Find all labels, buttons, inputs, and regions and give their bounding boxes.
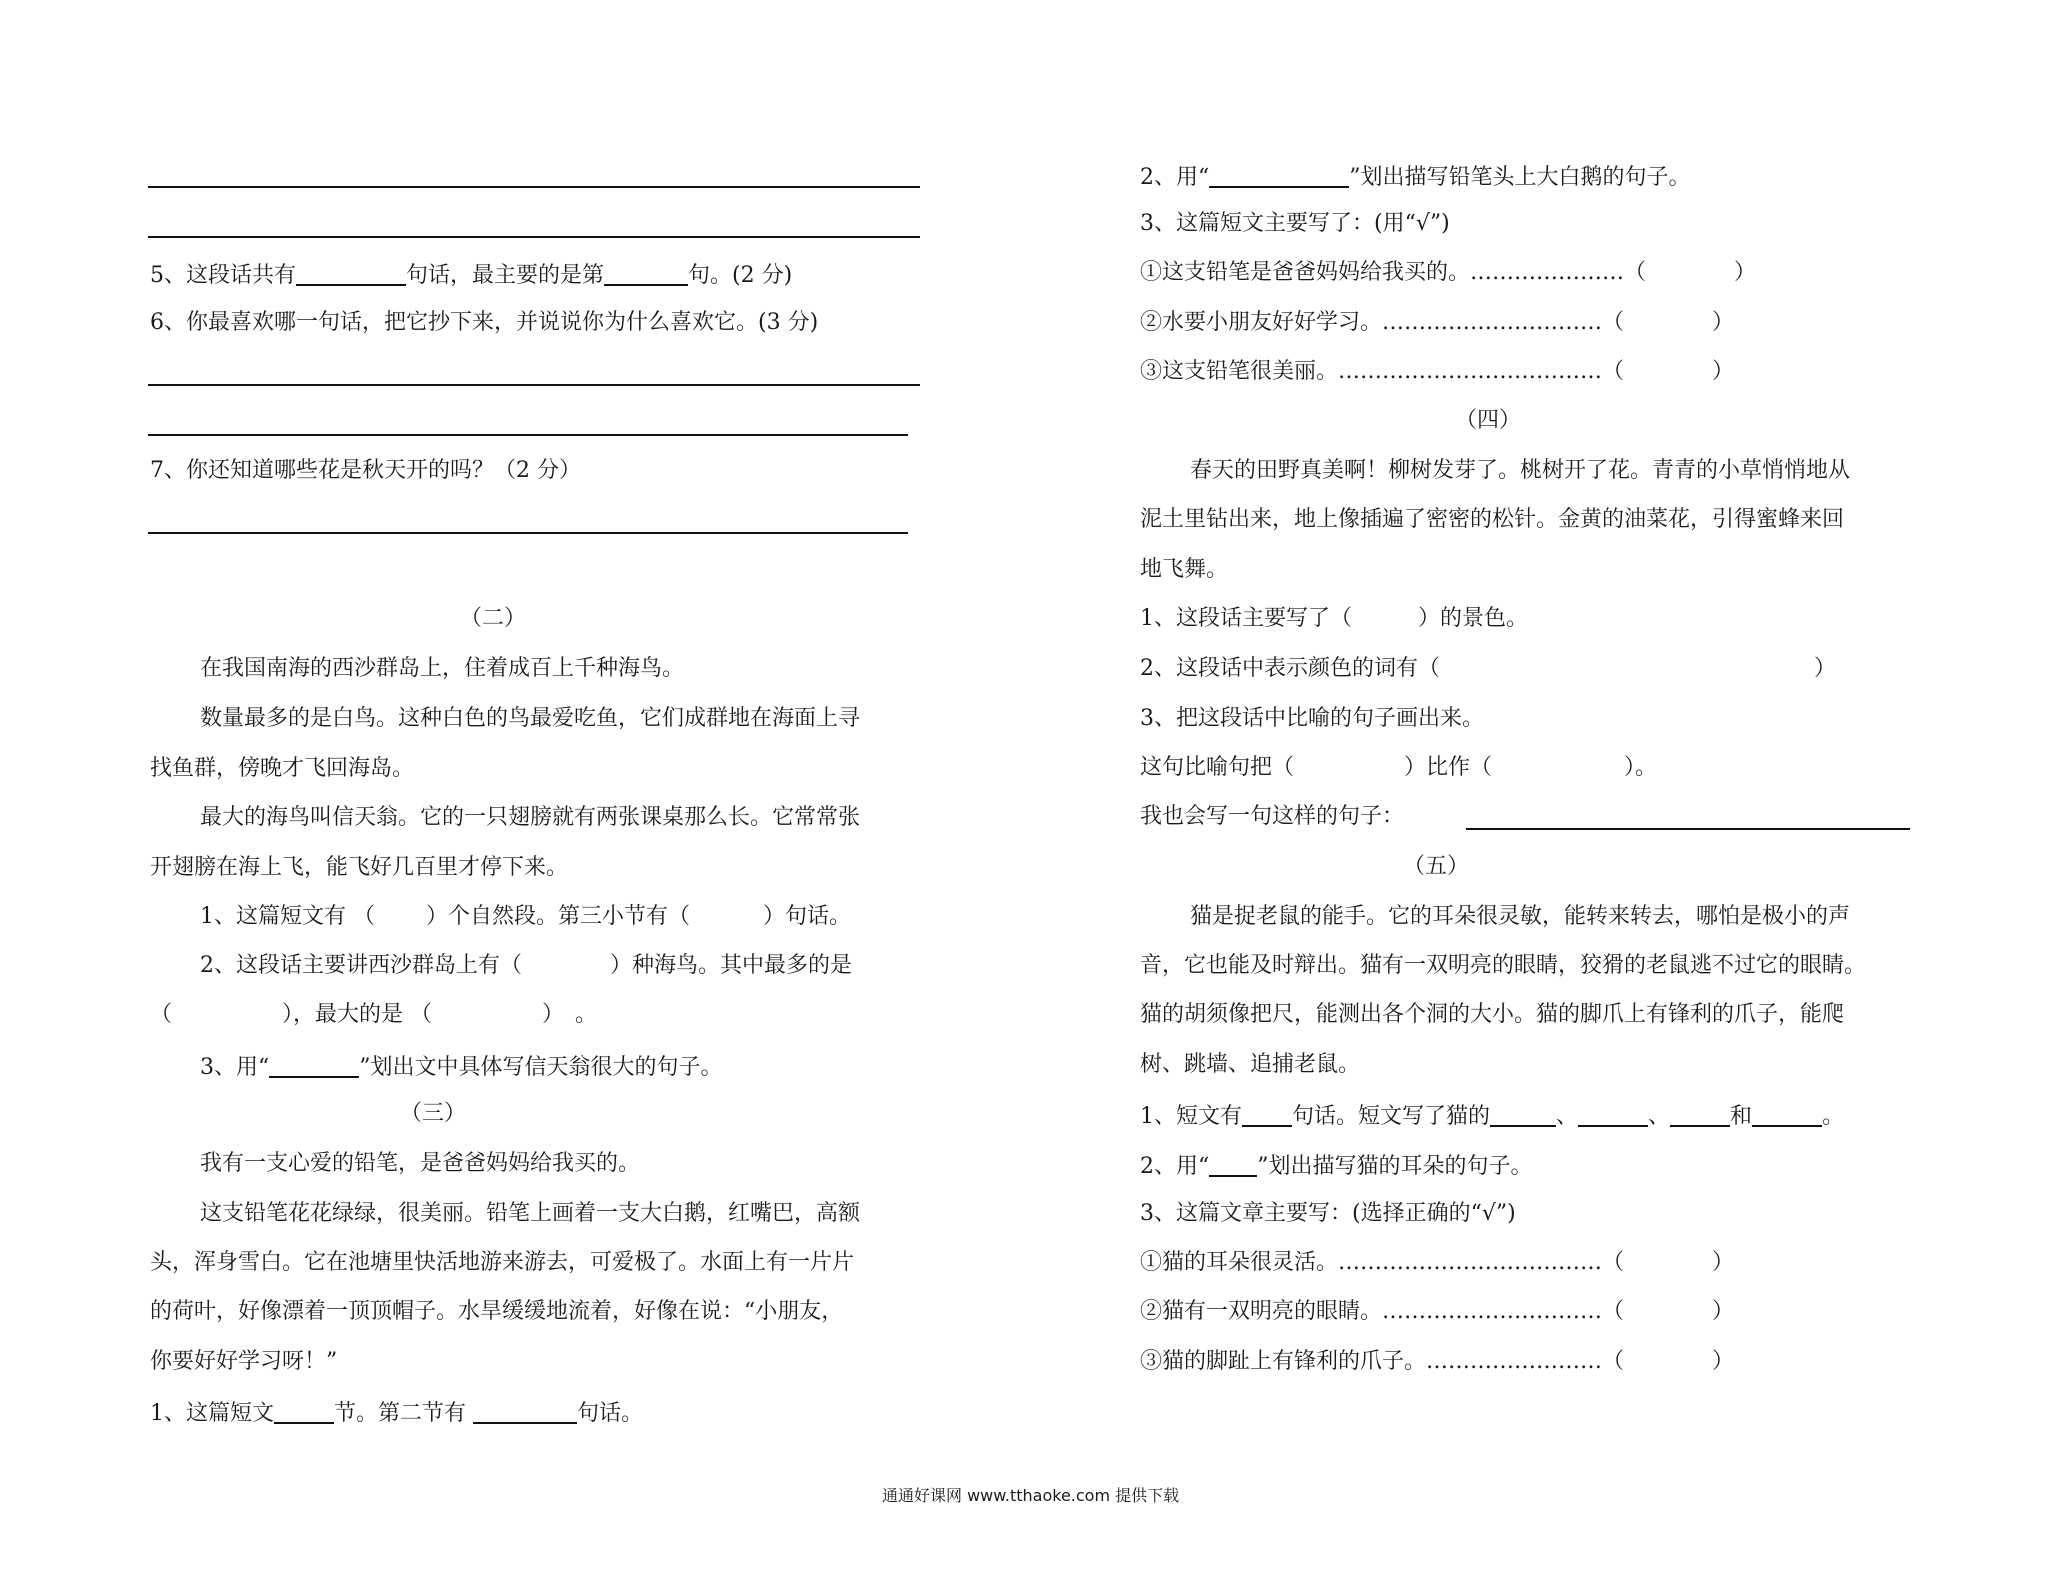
s5-option-2: ②猫有一双明亮的眼睛。…………………………（ ）: [1140, 1299, 1735, 1324]
passage-5-line: 音，它也能及时辩出。猫有一双明亮的眼睛，狡猾的老鼠逃不过它的眼睛。: [1140, 953, 1867, 978]
passage-2-line: 找鱼群，傍晚才飞回海岛。: [150, 756, 415, 781]
passage-3-line: 我有一支心爱的铅笔，是爸爸妈妈给我买的。: [200, 1151, 641, 1176]
section-4-title: （四）: [1455, 408, 1522, 433]
passage-5-line: 猫是捉老鼠的能手。它的耳朵很灵敏，能转来转去，哪怕是极小的声: [1190, 904, 1851, 929]
passage-2-line: 最大的海鸟叫信天翁。它的一只翅膀就有两张课桌那么长。它常常张: [200, 805, 861, 830]
s2-q3-text-b: ”划出文中具体写信天翁很大的句子。: [359, 1055, 723, 1080]
question-7: 7、你还知道哪些花是秋天开的吗？（2 分）: [150, 458, 581, 483]
passage-4-line: 春天的田野真美啊！柳树发芽了。桃树开了花。青青的小草悄悄地从: [1190, 458, 1851, 483]
answer-line: [148, 186, 920, 188]
answer-line: [148, 434, 908, 436]
s3-option-2: ②水要小朋友好好学习。…………………………（ ）: [1140, 310, 1735, 335]
r-q2-text-b: ”划出描写铅笔头上大白鹅的句子。: [1349, 165, 1691, 190]
s5-option-1: ①猫的耳朵很灵活。………………………………（ ）: [1140, 1250, 1735, 1275]
q5-text-c: 句。(2 分): [688, 263, 793, 288]
r-q2-text-a: 2、用“: [1140, 165, 1210, 190]
s2-q3-text-a: 3、用“: [200, 1055, 270, 1080]
s3-question-1: [150, 1400, 643, 1425]
s3-question-3: 3、这篇短文主要写了：(用“√”): [1140, 211, 1450, 236]
blank[interactable]: [269, 1054, 359, 1078]
s5-question-3: 3、这篇文章主要写：(选择正确的“√”): [1140, 1201, 1516, 1226]
passage-2-line: 在我国南海的西沙群岛上，住着成百上千种海鸟。: [200, 656, 685, 681]
passage-4-line: 地飞舞。: [1140, 557, 1229, 582]
s5-question-2: [1140, 1153, 1533, 1178]
s5-q1-text-c: 和: [1730, 1104, 1753, 1129]
passage-2-line: 数量最多的是白鸟。这种白色的鸟最爱吃鱼，它们成群地在海面上寻: [200, 706, 861, 731]
blank[interactable]: [1752, 1103, 1822, 1127]
s5-q1-text-b: 句话。短文写了猫的: [1292, 1104, 1491, 1129]
s2-question-1: 1、这篇短文有 （ ）个自然段。第三小节有（ ）句话。: [200, 904, 851, 929]
blank[interactable]: [1242, 1103, 1292, 1127]
s5-option-3: ③猫的脚趾上有锋利的爪子。……………………（ ）: [1140, 1349, 1735, 1374]
blank[interactable]: [1490, 1103, 1556, 1127]
section-2-title: （二）: [460, 606, 527, 631]
s4-question-2: 2、这段话中表示颜色的词有（ ）: [1140, 656, 1836, 681]
s3-option-3: ③这支铅笔很美丽。………………………………（ ）: [1140, 359, 1735, 384]
s4-question-1: 1、这段话主要写了（ ）的景色。: [1140, 606, 1528, 631]
blank[interactable]: [274, 1400, 334, 1424]
blank[interactable]: [296, 262, 406, 286]
passage-4-line: 泥土里钻出来，地上像插遍了密密的松针。金黄的油菜花，引得蜜蜂来回: [1140, 507, 1845, 532]
blank[interactable]: [1209, 164, 1349, 188]
blank[interactable]: [604, 262, 688, 286]
s5-question-1: 1、短文有 句话。短文写了猫的 、 、 和 。: [1140, 1104, 1845, 1129]
page-footer: 通通好课网 www.tthaoke.com 提供下载: [882, 1486, 1180, 1505]
passage-5-line: 猫的胡须像把尺，能测出各个洞的大小。猫的脚爪上有锋利的爪子，能爬: [1140, 1002, 1845, 1027]
answer-line: [148, 532, 908, 534]
s2-question-2: 2、这段话主要讲西沙群岛上有（ ）种海鸟。其中最多的是: [200, 953, 852, 978]
s4-question-3: 3、把这段话中比喻的句子画出来。: [1140, 706, 1484, 731]
blank[interactable]: [473, 1400, 577, 1424]
s4-question-5: 我也会写一句这样的句子：: [1140, 804, 1405, 829]
s2-question-3: [200, 1054, 723, 1079]
passage-3-line: 的荷叶，好像漂着一顶顶帽子。水旱缓缓地流着，好像在说：“小朋友，: [150, 1299, 844, 1324]
s2-question-2-cont: （ ），最大的是 （ ） 。: [150, 1002, 597, 1027]
blank[interactable]: [1578, 1103, 1648, 1127]
passage-3-line: 头，浑身雪白。它在池塘里快活地游来游去，可爱极了。水面上有一片片: [150, 1250, 855, 1275]
s5-q2-text-a: 2、用“: [1140, 1154, 1210, 1179]
s3-q1-text-b: 节。第二节有: [334, 1401, 467, 1426]
section-3-title: （三）: [400, 1101, 467, 1126]
passage-3-line: 你要好好学习呀！”: [150, 1349, 338, 1374]
s4-question-4: 这句比喻句把（ ）比作（ ）。: [1140, 755, 1658, 780]
answer-line: [148, 384, 920, 386]
s3-q1-text-a: 1、这篇短文: [150, 1401, 274, 1426]
q5-text-a: 5、这段话共有: [150, 263, 296, 288]
s3-option-1: ①这支铅笔是爸爸妈妈给我买的。…………………（ ）: [1140, 260, 1757, 285]
question-6: 6、你最喜欢哪一句话，把它抄下来，并说说你为什么喜欢它。(3 分): [150, 310, 819, 335]
q5-text-b: 句话，最主要的是第: [406, 263, 605, 288]
s5-q1-text-a: 1、短文有: [1140, 1104, 1242, 1129]
s3-question-2: [1140, 164, 1691, 189]
s5-q2-text-b: ”划出描写猫的耳朵的句子。: [1257, 1154, 1533, 1179]
blank[interactable]: [1670, 1103, 1730, 1127]
blank[interactable]: [1209, 1153, 1257, 1177]
question-5: [150, 262, 792, 287]
passage-3-line: 这支铅笔花花绿绿，很美丽。铅笔上画着一支大白鹅，红嘴巴，高额: [200, 1201, 861, 1226]
passage-5-line: 树、跳墙、追捕老鼠。: [1140, 1052, 1361, 1077]
section-5-title: （五）: [1403, 854, 1470, 879]
s3-q1-text-c: 句话。: [577, 1401, 644, 1426]
answer-line: [1466, 828, 1910, 830]
passage-2-line: 开翅膀在海上飞，能飞好几百里才停下来。: [150, 855, 569, 880]
answer-line: [148, 236, 920, 238]
